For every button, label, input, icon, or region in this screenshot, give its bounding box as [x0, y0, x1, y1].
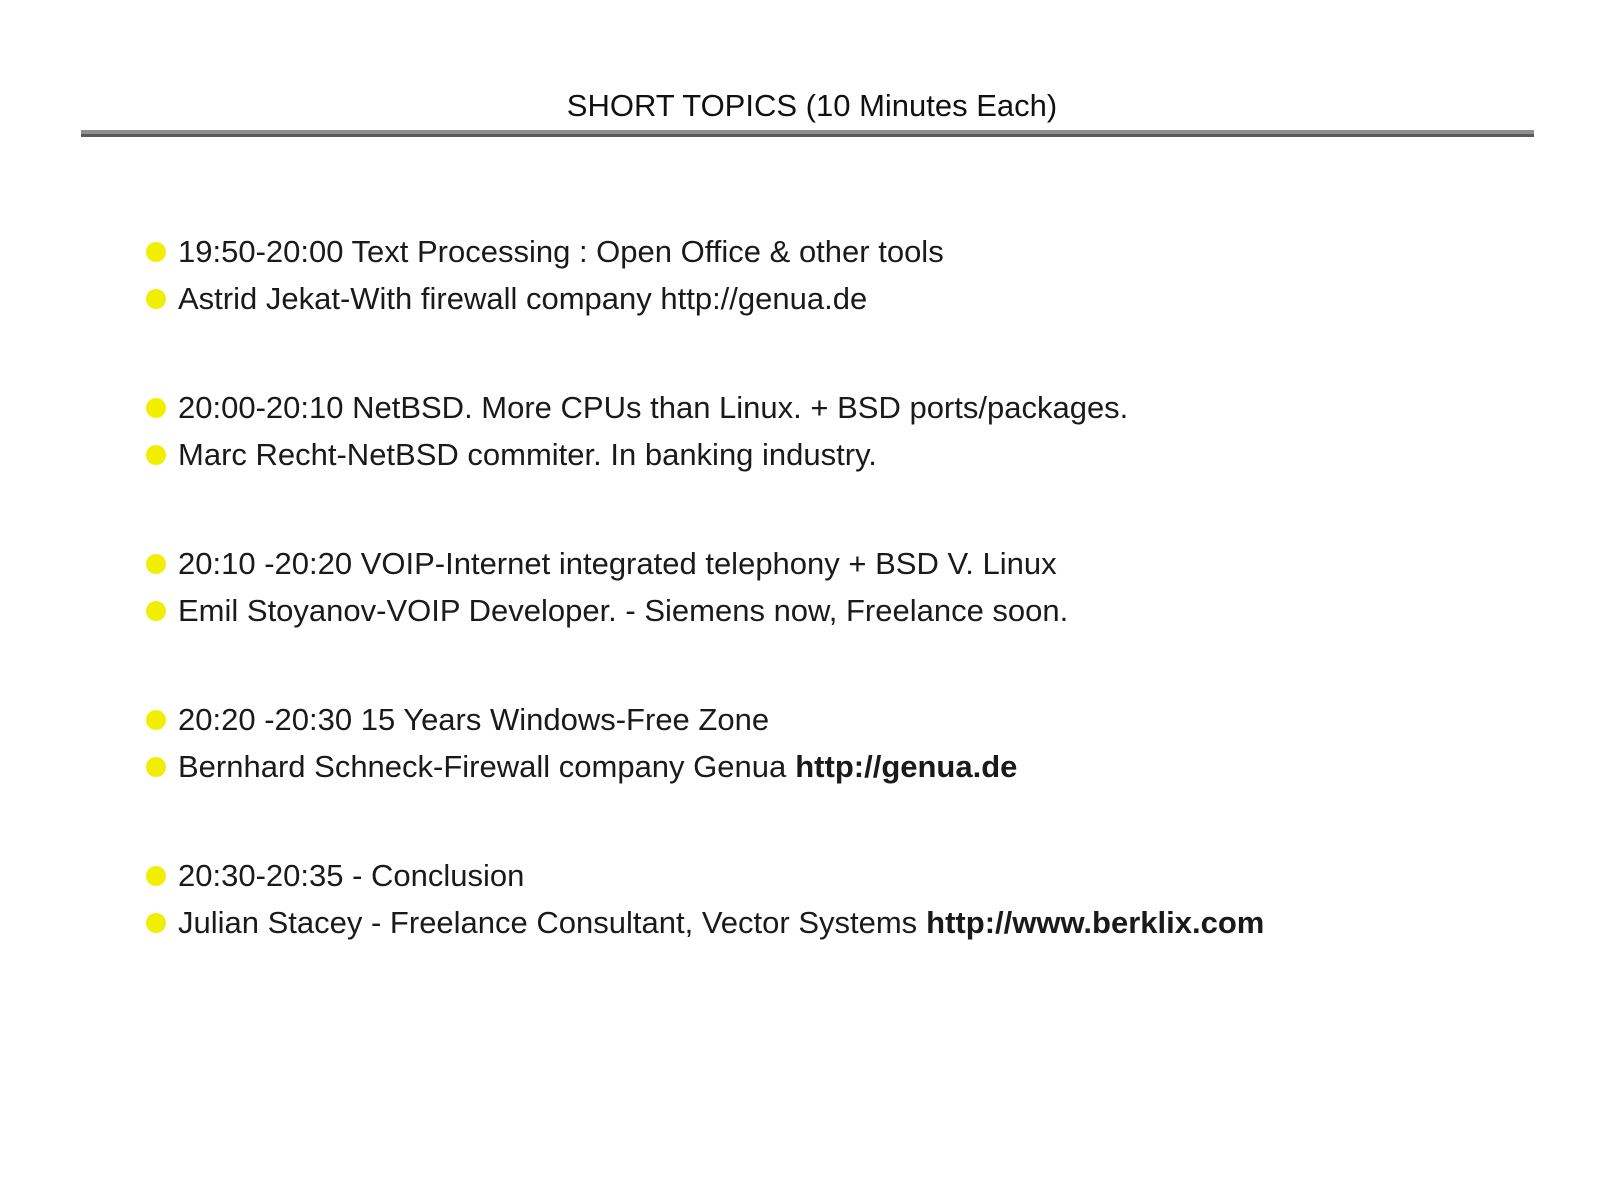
talk-text: 20:30-20:35 - Conclusion — [178, 858, 525, 893]
speaker-text: Astrid Jekat-With firewall company http://genua.de — [178, 281, 868, 316]
bullet-icon — [146, 289, 166, 309]
talk-text: 19:50-20:00 Text Processing : Open Office & other tools — [178, 234, 944, 269]
speaker-text: Emil Stoyanov-VOIP Developer. - Siemens now, Freelance soon. — [178, 593, 1069, 628]
speaker-text: Marc Recht-NetBSD commiter. In banking industry. — [178, 437, 877, 472]
slide-title: SHORT TOPICS (10 Minutes Each) — [566, 88, 1058, 123]
speaker-link[interactable]: http://genua.de — [795, 749, 1018, 784]
speaker-line — [146, 587, 1566, 634]
speaker-line — [146, 899, 1566, 946]
topic-group-1 — [146, 228, 1566, 322]
bullet-icon — [146, 913, 166, 933]
speaker-line — [146, 743, 1566, 790]
title-rule — [81, 130, 1534, 137]
bullet-icon — [146, 242, 166, 262]
talk-line — [146, 540, 1566, 587]
topic-group-4 — [146, 696, 1566, 790]
talk-line — [146, 696, 1566, 743]
bullet-icon — [146, 601, 166, 621]
bullet-icon — [146, 554, 166, 574]
talk-text: 20:20 -20:30 15 Years Windows-Free Zone — [178, 702, 770, 737]
topic-group-2 — [146, 384, 1566, 478]
talk-line — [146, 228, 1566, 275]
topic-group-5 — [146, 852, 1566, 946]
bullet-icon — [146, 398, 166, 418]
bullet-icon — [146, 866, 166, 886]
speaker-text: Julian Stacey - Freelance Consultant, Vector Systems — [178, 905, 918, 940]
talk-text: 20:00-20:10 NetBSD. More CPUs than Linux. + BSD ports/packages. — [178, 390, 1129, 425]
speaker-text: Bernhard Schneck-Firewall company Genua — [178, 749, 787, 784]
bullet-icon — [146, 757, 166, 777]
talk-line — [146, 852, 1566, 899]
talk-line — [146, 384, 1566, 431]
bullet-icon — [146, 710, 166, 730]
talk-text: 20:10 -20:20 VOIP-Internet integrated telephony + BSD V. Linux — [178, 546, 1057, 581]
speaker-link[interactable]: http://www.berklix.com — [926, 905, 1265, 940]
topic-list — [146, 228, 1566, 1008]
topic-group-3 — [146, 540, 1566, 634]
bullet-icon — [146, 445, 166, 465]
speaker-line — [146, 431, 1566, 478]
speaker-line — [146, 275, 1566, 322]
